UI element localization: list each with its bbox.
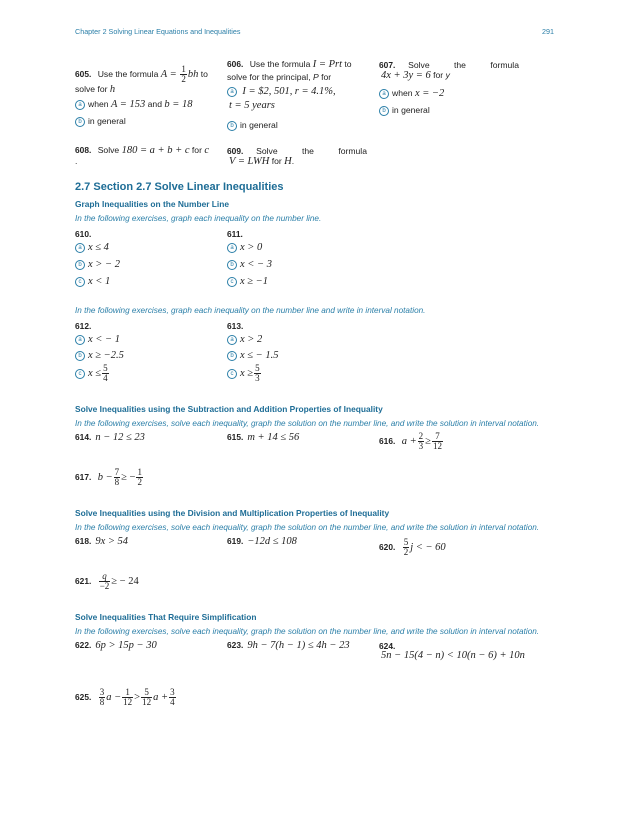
exercise-text: to (344, 59, 352, 69)
exercise-612-b: b x ≥ −2.5 (75, 350, 124, 361)
exercise-625 (75, 688, 177, 707)
exercise-607-b (379, 105, 430, 116)
variable: h (109, 84, 116, 95)
inequality: 9h − 7(h − 1) ≤ 4h − 23 (247, 640, 350, 651)
inequality: j < − 60 (410, 541, 446, 553)
period: . (291, 156, 295, 166)
inequality: x > 0 (240, 242, 263, 253)
formula: r = 4.1%, (294, 86, 336, 97)
exercise-607-line2 (381, 70, 450, 81)
fraction: $\frac{7}{12}$ (432, 431, 442, 451)
formula: x = −2 (414, 88, 445, 99)
exercise-618 (75, 536, 128, 547)
formula: I = Prt (312, 59, 343, 70)
variable: H (284, 156, 292, 167)
variable: y (445, 70, 450, 80)
exercise-number: 620. (379, 541, 396, 552)
exercise-number: 606. (227, 59, 244, 69)
exercise-number: 614. (75, 432, 92, 442)
section-heading (75, 181, 283, 193)
exercise-613-b: b x ≤ − 1.5 (227, 350, 279, 361)
exercise-621 (75, 572, 139, 591)
exercise-number: 611. (227, 229, 243, 239)
instruction: In the following exercises, solve each inequality, graph the solution on the number line, and write the solution in interval notation. (75, 419, 540, 428)
exercise-number: 616. (379, 435, 396, 446)
exercise-text: for (191, 145, 202, 155)
fraction: $\frac{7}{8}$ (114, 467, 120, 487)
exercise-number: 624. (379, 641, 396, 651)
fraction: $\frac{1}{12}$ (123, 687, 133, 707)
inequality: a + (401, 435, 417, 447)
exercise-610-b: b x > − 2 (75, 259, 120, 270)
exercise-622 (75, 640, 157, 651)
exercise-number: 612. (75, 321, 92, 331)
formula: 180 = a + b + c (121, 145, 190, 156)
instruction: In the following exercises, solve each inequality, graph the solution on the number line, and write the solution in interval notation. (75, 627, 540, 636)
exercise-text: when (392, 88, 413, 98)
exercise-number: 609. (227, 146, 244, 156)
inequality: n − 12 ≤ 23 (95, 432, 145, 443)
inequality: x ≤ (88, 367, 102, 379)
inequality: b − (97, 471, 113, 483)
section-title: Section 2.7 Solve Linear Inequalities (93, 181, 284, 193)
exercise-text: in general (240, 120, 278, 130)
exercise-617 (75, 468, 144, 487)
part-a-marker: a (379, 89, 389, 99)
part-b-marker: b (75, 117, 85, 127)
fraction: $\frac{5}{3}$ (255, 363, 260, 383)
instruction: In the following exercises, graph each inequality on the number line. (75, 214, 322, 223)
subsection-title: Solve Inequalities using the Subtraction and Addition Properties of Inequality (75, 404, 383, 414)
inequality: 5n − 15(4 − n) < 10(n − 6) + 10n (381, 650, 525, 661)
fraction: $\frac{5}{12}$ (142, 687, 152, 707)
formula: A = 153 (110, 99, 146, 110)
inequality: m + 14 ≤ 56 (247, 432, 300, 443)
exercise-606-t (229, 100, 275, 111)
exercise-text: solve for the principal, (227, 72, 311, 82)
exercise-number: 608. (75, 145, 92, 155)
exercise-text: Solve the formula (256, 146, 367, 156)
formula: b = 18 (164, 99, 193, 110)
exercise-number: 607. (379, 60, 396, 70)
exercise-613-a: a x > 2 (227, 334, 262, 345)
exercise-number: 619. (227, 536, 244, 546)
exercise-number: 618. (75, 536, 92, 546)
operator: > (134, 691, 141, 703)
exercise-613-c: c x ≥ $\frac{5}{3}$ (227, 364, 262, 383)
exercise-text: for (433, 70, 444, 80)
exercise-607-a (379, 88, 444, 99)
exercise-611-c: c x ≥ −1 (227, 276, 268, 287)
formula: V = LWH (229, 156, 270, 167)
inequality: a + (153, 691, 169, 703)
exercise-620 (379, 538, 446, 557)
exercise-605-b (75, 116, 126, 127)
exercise-623 (227, 640, 350, 651)
exercise-611-b: b x < − 3 (227, 259, 272, 270)
instruction: In the following exercises, solve each inequality, graph the solution on the number line, and write the solution in interval notation. (75, 523, 540, 532)
exercise-624 (381, 650, 525, 661)
fraction: $\frac{1}{2}$ (137, 467, 142, 487)
inequality: 9x > 54 (95, 536, 129, 547)
exercise-612-c: c x ≤ $\frac{5}{4}$ (75, 364, 110, 383)
inequality: x < 1 (88, 276, 111, 287)
part-b-marker: b (379, 106, 389, 116)
formula: A = (160, 68, 180, 80)
formula: I = $2, 501, (242, 86, 293, 97)
variable: P (312, 72, 319, 82)
exercise-606-a (227, 86, 336, 97)
section-number: 2.7 (75, 181, 91, 193)
exercise-number: 625. (75, 691, 92, 702)
exercise-text: in general (88, 116, 126, 126)
fraction: $\frac{q}{-2}$ (99, 571, 110, 591)
operator: ≥ (425, 435, 431, 447)
fraction: $\frac{5}{4}$ (103, 363, 108, 383)
exercise-number: 610. (75, 229, 92, 239)
subsection-title: Graph Inequalities on the Number Line (75, 199, 230, 209)
exercise-606 (227, 59, 352, 70)
exercise-610-c: c x < 1 (75, 276, 110, 287)
page-number: 291 (542, 27, 554, 36)
exercise-text: Use the formula (97, 68, 159, 79)
subsection-title: Solve Inequalities That Require Simplification (75, 612, 257, 622)
exercise-616 (379, 432, 444, 451)
inequality: x ≥ (240, 367, 254, 379)
inequality: x > − 2 (88, 259, 120, 270)
exercise-606-b (227, 120, 278, 131)
inequality: x > 2 (240, 334, 263, 345)
inequality: ≥ − 24 (111, 575, 139, 587)
fraction: $\frac{5}{2}$ (403, 537, 409, 557)
inequality: x < − 3 (240, 259, 272, 270)
inequality: 6p > 15p − 30 (95, 640, 157, 651)
exercise-605 (75, 65, 208, 84)
part-b-marker: b (227, 121, 237, 131)
exercise-number: 615. (227, 432, 244, 442)
part-a-marker: a (75, 100, 85, 110)
exercise-number: 621. (75, 575, 92, 586)
exercise-610-a: a x ≤ 4 (75, 242, 109, 253)
instruction: In the following exercises, graph each inequality on the number line and write in interval notation. (75, 306, 426, 315)
exercise-611-a: a x > 0 (227, 242, 262, 253)
exercise-text: in general (392, 105, 430, 115)
exercise-number: 613. (227, 321, 244, 331)
fraction: $\frac{2}{3}$ (418, 431, 424, 451)
formula: t = 5 years (229, 100, 275, 111)
subsection-title: Solve Inequalities using the Division and Multiplication Properties of Inequality (75, 508, 390, 518)
inequality: x ≤ 4 (88, 242, 109, 253)
exercise-609 (227, 146, 367, 156)
exercise-615 (227, 432, 299, 443)
formula-tail: bh (187, 68, 199, 80)
exercise-text: Use the formula (249, 59, 311, 69)
inequality: x ≥ −2.5 (88, 350, 124, 361)
exercise-605-a (75, 99, 192, 110)
exercise-text: Solve the formula (408, 60, 519, 70)
fraction: $\frac{1}{2}$ (181, 64, 186, 84)
exercise-text: and (147, 99, 162, 109)
exercise-number: 617. (75, 471, 92, 482)
exercise-606-line2 (227, 72, 331, 82)
fraction: $\frac{3}{8}$ (99, 687, 105, 707)
exercise-number: 605. (75, 68, 92, 79)
chapter-header: Chapter 2 Solving Linear Equations and Inequalities (75, 27, 241, 36)
exercise-text: to (200, 68, 208, 79)
inequality: x < − 1 (88, 334, 120, 345)
part-a-marker: a (227, 87, 237, 97)
variable: c (204, 145, 209, 156)
exercise-619 (227, 536, 297, 547)
exercise-608-dot: . (75, 156, 78, 166)
operator: ≥ − (121, 471, 136, 483)
formula: 4x + 3y = 6 (381, 70, 431, 81)
exercise-number: 622. (75, 640, 92, 650)
exercise-612-a: a x < − 1 (75, 334, 120, 345)
exercise-614 (75, 432, 145, 443)
fraction: $\frac{3}{4}$ (170, 687, 175, 707)
inequality: a − (106, 691, 122, 703)
exercise-text: for (321, 72, 332, 82)
exercise-text: when (88, 99, 109, 109)
exercise-text: solve for (75, 84, 108, 94)
exercise-609-line2 (229, 156, 294, 167)
inequality: x ≥ −1 (240, 276, 269, 287)
exercise-607 (379, 60, 519, 70)
exercise-text: Solve (97, 145, 120, 155)
exercise-number: 623. (227, 640, 244, 650)
exercise-text: for (271, 156, 282, 166)
inequality: x ≤ − 1.5 (240, 350, 279, 361)
inequality: −12d ≤ 108 (247, 536, 297, 547)
exercise-608 (75, 145, 209, 156)
exercise-605-line2 (75, 84, 115, 95)
